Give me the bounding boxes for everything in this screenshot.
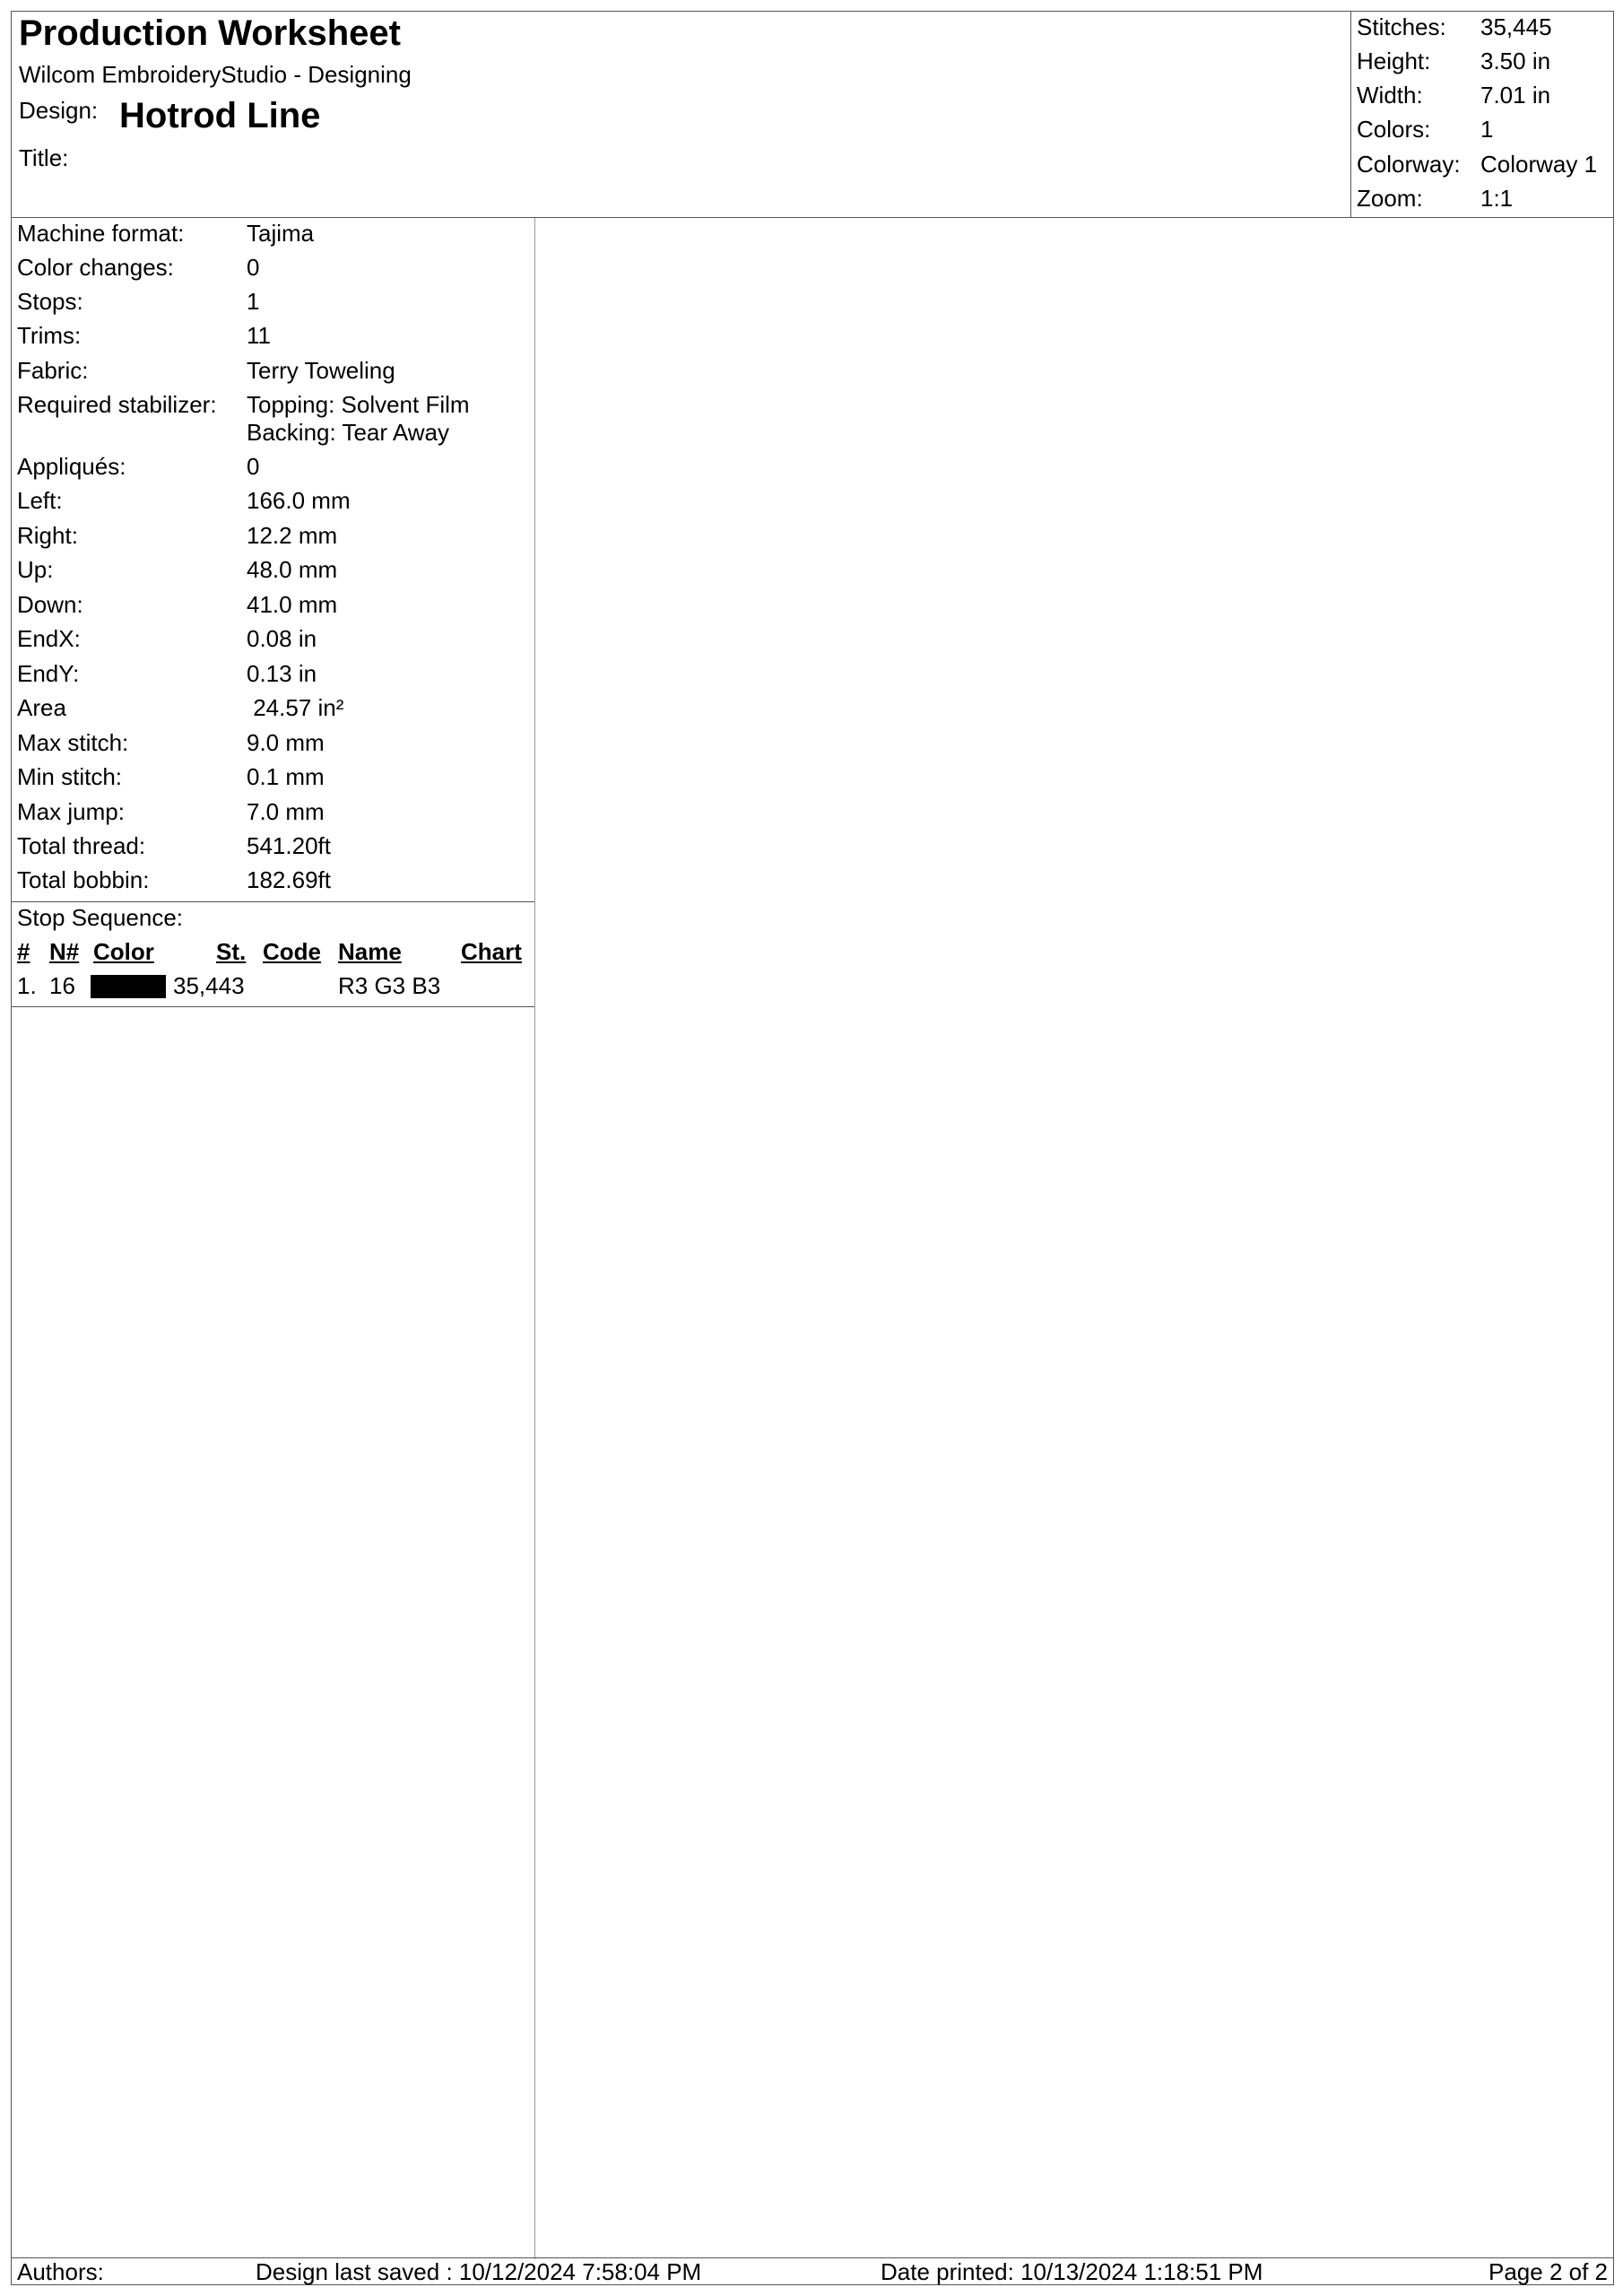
detail-label: Max stitch:: [17, 729, 129, 756]
application-name: Wilcom EmbroideryStudio - Designing: [19, 61, 412, 88]
color-swatch: [91, 975, 166, 998]
design-name: Hotrod Line: [119, 96, 321, 135]
detail-value: Tajima: [247, 220, 315, 247]
summary-label: Colorway:: [1357, 151, 1461, 178]
detail-value: 0.1 mm: [247, 763, 325, 790]
summary-label: Height:: [1357, 48, 1431, 74]
detail-value: 24.57 in²: [247, 694, 344, 721]
summary-value: 1: [1480, 116, 1494, 143]
detail-value: 11: [247, 322, 271, 349]
stop-row-color-name: R3 G3 B3: [338, 972, 441, 999]
footer-page-number: Page 2 of 2: [1488, 2258, 1608, 2285]
detail-label: EndX:: [17, 625, 81, 652]
column-header-color: Color: [93, 938, 154, 965]
stop-row-number: 1.: [17, 972, 37, 999]
column-header-name: Name: [338, 938, 402, 965]
detail-label: Appliqués:: [17, 453, 126, 480]
summary-box: [1350, 12, 1615, 218]
stop-sequence-title: Stop Sequence:: [17, 904, 184, 931]
detail-value: 0: [247, 453, 260, 480]
production-worksheet: [11, 11, 1614, 2285]
detail-value: 0.13 in: [247, 660, 317, 687]
detail-value: 48.0 mm: [247, 556, 338, 583]
detail-label: EndY:: [17, 660, 80, 687]
detail-label: Max jump:: [17, 798, 125, 825]
column-header-number: #: [17, 938, 30, 965]
detail-value: 0.08 in: [247, 625, 317, 652]
detail-label: Down:: [17, 591, 83, 618]
summary-label: Zoom:: [1357, 185, 1423, 212]
stop-row-stitches: 35,443: [173, 972, 245, 999]
summary-label: Colors:: [1357, 116, 1431, 143]
detail-label: Area: [17, 694, 66, 721]
summary-value: 7.01 in: [1480, 82, 1551, 109]
detail-value: 41.0 mm: [247, 591, 338, 618]
detail-value: 541.20ft: [247, 832, 331, 859]
detail-value: 7.0 mm: [247, 798, 325, 825]
summary-value: 3.50 in: [1480, 48, 1551, 74]
detail-label: Fabric:: [17, 357, 89, 384]
detail-value: 1: [247, 288, 260, 315]
summary-label: Width:: [1357, 82, 1423, 109]
footer-date-printed: Date printed: 10/13/2024 1:18:51 PM: [881, 2258, 1263, 2285]
title-label: Title:: [19, 144, 69, 171]
detail-label: Min stitch:: [17, 763, 123, 790]
column-header-code: Code: [263, 938, 321, 965]
worksheet-header: [12, 12, 1613, 218]
detail-value: 166.0 mm: [247, 487, 351, 514]
detail-label: Right:: [17, 522, 78, 549]
detail-label: Color changes:: [17, 254, 174, 281]
detail-value: Topping: Solvent Film: [247, 391, 470, 418]
stop-sequence: [12, 901, 534, 1007]
column-header-stitches: St.: [216, 938, 247, 965]
summary-value: 1:1: [1480, 185, 1514, 212]
details-panel: [12, 218, 535, 2259]
column-header-chart: Chart: [461, 938, 522, 965]
summary-label: Stitches:: [1357, 13, 1446, 40]
design-label: Design:: [19, 97, 99, 124]
footer-authors: Authors:: [17, 2258, 104, 2285]
detail-label: Total thread:: [17, 832, 146, 859]
worksheet-title: Production Worksheet: [19, 13, 401, 53]
detail-value: 12.2 mm: [247, 522, 338, 549]
detail-value: 0: [247, 254, 260, 281]
detail-label: Stops:: [17, 288, 83, 315]
detail-value: Terry Toweling: [247, 357, 395, 384]
detail-label: Trims:: [17, 322, 82, 349]
detail-label: Required stabilizer:: [17, 391, 217, 418]
worksheet-footer: [12, 2257, 1613, 2284]
detail-label: Machine format:: [17, 220, 185, 247]
summary-value: Colorway 1: [1480, 151, 1598, 178]
footer-last-saved: Design last saved : 10/12/2024 7:58:04 PM: [256, 2258, 702, 2285]
column-header-needle: N#: [49, 938, 80, 965]
detail-value-secondary: Backing: Tear Away: [247, 419, 449, 446]
detail-label: Total bobbin:: [17, 866, 150, 893]
detail-label: Up:: [17, 556, 54, 583]
stop-row-needle: 16: [49, 972, 75, 999]
detail-value: 9.0 mm: [247, 729, 325, 756]
summary-value: 35,445: [1480, 13, 1552, 40]
detail-label: Left:: [17, 487, 63, 514]
detail-value: 182.69ft: [247, 866, 331, 893]
